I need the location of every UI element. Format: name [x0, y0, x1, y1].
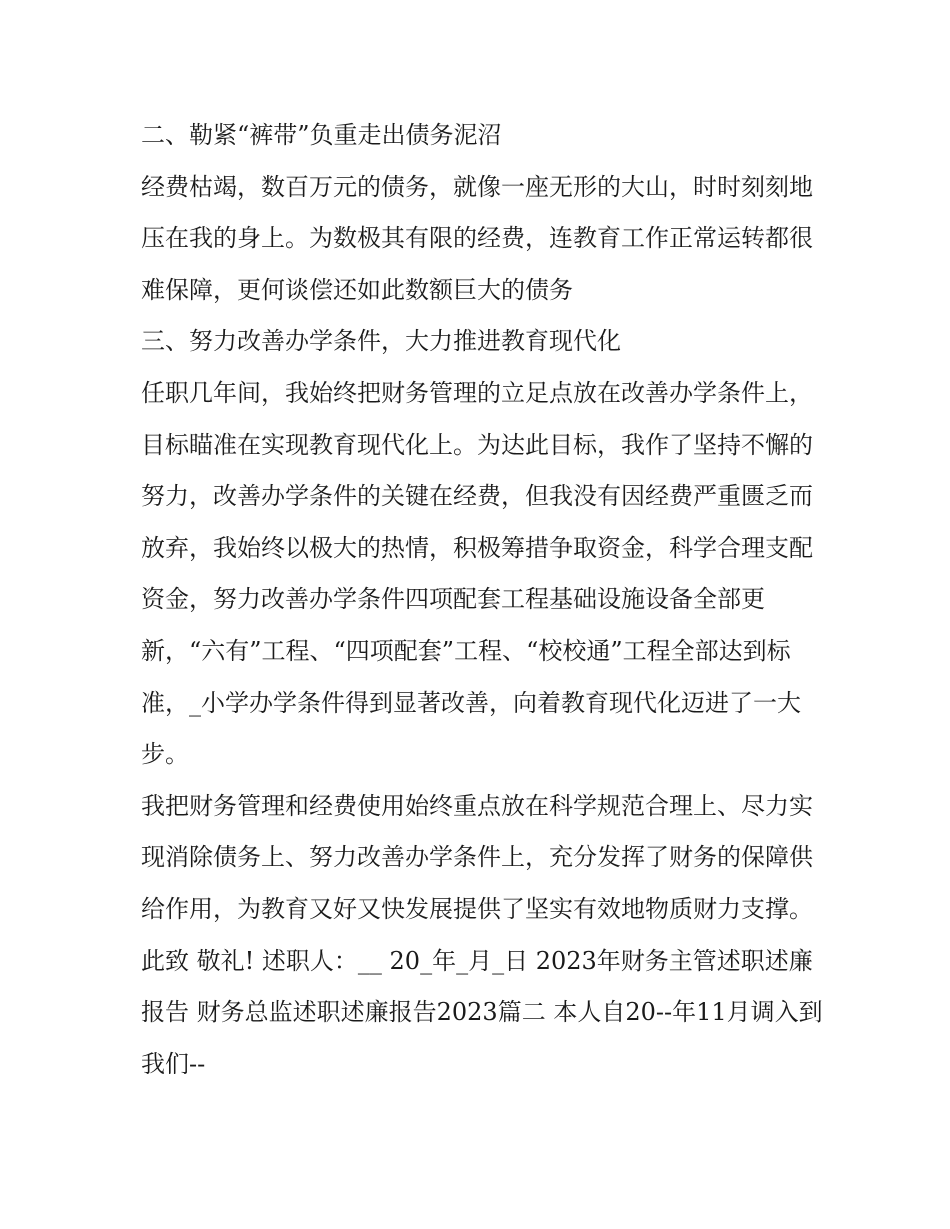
document-body: [141, 110, 831, 1090]
paragraph-improve-conditions: 任职几年间，我始终把财务管理的立足点放在改善办学条件上，目标瞄准在实现教育现代化上。为达此目标，我作了坚持不懈的努力，改善办学条件的关键在经费，但我没有因经费严重匮乏而放弃，我始终以极大的热情，积极筹措争取资金，科学合理支配资金，努力改善办学条件四项配套工程基础设施设备全部更新，“六有”工程、“四项配套”工程、“校校通”工程全部达到标准，_小学办学条件得到显著改善，向着教育现代化迈进了一大步。: [141, 378, 813, 769]
paragraph-closing: 此致 敬礼! 述职人：__ 20_年_月_日 2023年财务主管述职述廉报告 财务总监述职述廉报告2023篇二 本人自20--年11月调入到我们--: [141, 946, 823, 1078]
paragraph-financial-management: 我把财务管理和经费使用始终重点放在科学规范合理上、尽力实现消除债务上、努力改善办学条件上，充分发挥了财务的保障供给作用，为教育又好又快发展提供了坚实有效地物质财力支撑。: [141, 791, 813, 923]
paragraph-debt-description: 经费枯竭，数百万元的债务，就像一座无形的大山，时时刻刻地压在我的身上。为数极其有限的经费，连教育工作正常运转都很难保障，更何谈偿还如此数额巨大的债务: [141, 172, 813, 304]
section-heading-debt: 二、勒紧“裤带”负重走出债务泥沼: [141, 121, 502, 149]
section-heading-improve-conditions: 三、努力改善办学条件，大力推进教育现代化: [141, 327, 621, 356]
